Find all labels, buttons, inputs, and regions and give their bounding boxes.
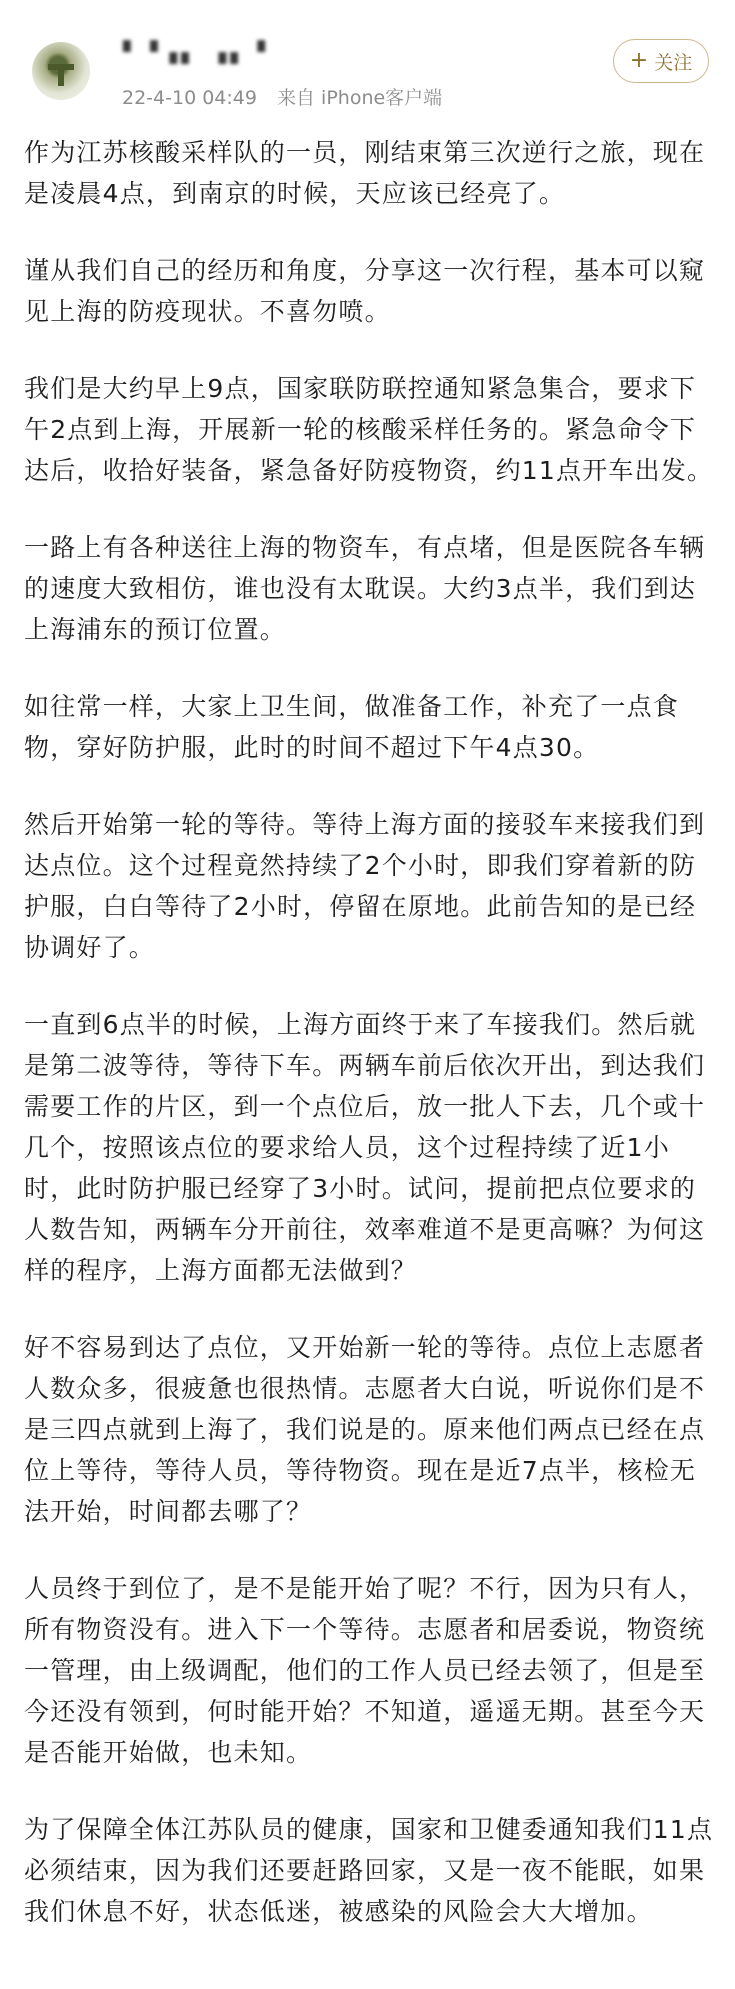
post-body [24,132,714,1968]
post-paragraph: 人员终于到位了，是不是能开始了呢？不行，因为只有人，所有物资没有。进入下一个等待。志愿者和居委说，物资统一管理，由上级调配，他们的工作人员已经去领了，但是至今还没有领到，何时能开始？不知道，遥遥无期。甚至今天是否能开始做，也未知。 [24,1574,706,1767]
post-paragraph: 一直到6点半的时候，上海方面终于来了车接我们。然后就是第二波等待，等待下车。两辆车前后依次开出，到达我们需要工作的片区，到一个点位后，放一批人下去，几个或十几个，按照该点位的要求给人员，这个过程持续了近1小时，此时防护服已经穿了3小时。试问，提前把点位要求的人数告知，两辆车分开前往，效率难道不是更高嘛？为何这样的程序，上海方面都无法做到？ [24,1010,706,1285]
follow-button[interactable] [613,39,709,83]
post-paragraph: 一路上有各种送往上海的物资车，有点堵，但是医院各车辆的速度大致相仿，谁也没有太耽误。大约3点半，我们到达上海浦东的预订位置。 [24,533,706,644]
follow-label: 关注 [654,51,693,74]
post-meta [122,83,456,110]
post-paragraph: 好不容易到达了点位，又开始新一轮的等待。点位上志愿者人数众多，很疲惫也很热情。志愿者大白说，听说你们是不是三四点就到上海了，我们说是的。原来他们两点已经在点位上等待，等待人员，等待物资。现在是近7点半，核检无法开始，时间都去哪了？ [24,1333,706,1526]
post-paragraph: 为了保障全体江苏队员的健康，国家和卫健委通知我们11点必须结束，因为我们还要赶路回家，又是一夜不能眠，如果我们休息不好，状态低迷，被感染的风险会大大增加。 [24,1815,714,1926]
avatar[interactable] [32,42,90,100]
post-paragraph: 谨从我们自己的经历和角度，分享这一次行程，基本可以窥见上海的防疫现状。不喜勿喷。 [24,256,706,326]
post-paragraph: 作为江苏核酸采样队的一员，刚结束第三次逆行之旅，现在是凌晨4点，到南京的时候，天应该已经亮了。 [24,138,706,208]
post-date: 22-4-10 04:49 [122,87,257,109]
post-paragraph: 如往常一样，大家上卫生间，做准备工作，补充了一点食物，穿好防护服，此时的时间不超过下午4点30。 [24,692,680,762]
post-paragraph: 然后开始第一轮的等待。等待上海方面的接驳车来接我们到达点位。这个过程竟然持续了2个小时，即我们穿着新的防护服，白白等待了2小时，停留在原地。此前告知的是已经协调好了。 [24,810,706,962]
user-name[interactable]: ▘▝▗▖ ▗▖▝ [123,40,270,64]
avatar-image-icon [48,64,74,86]
post-paragraph: 我们是大约早上9点，国家联防联控通知紧急集合，要求下午2点到上海，开展新一轮的核酸采样任务的。紧急命令下达后，收拾好装备，紧急备好防疫物资，约11点开车出发。 [24,374,714,485]
plus-icon: + [629,48,649,73]
post-header [0,0,735,120]
post-source: 来自 iPhone客户端 [277,87,443,109]
